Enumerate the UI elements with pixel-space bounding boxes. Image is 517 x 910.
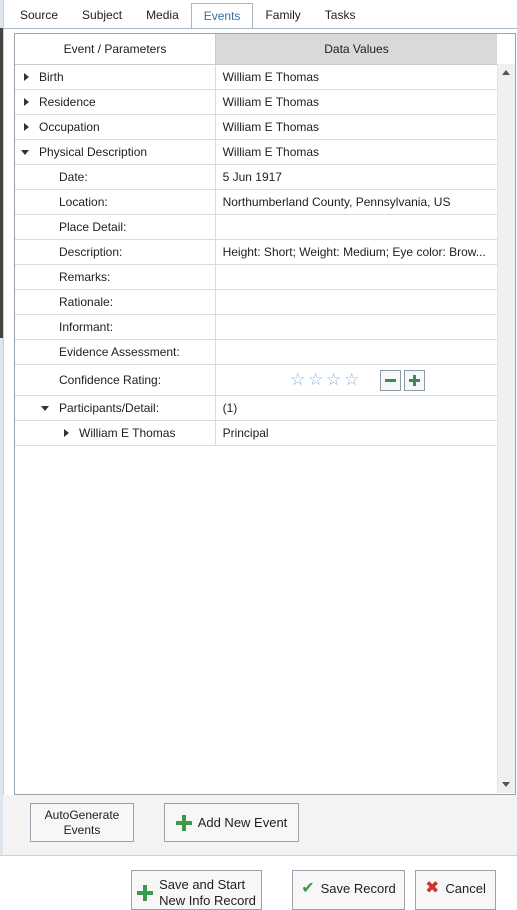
place-detail-value[interactable] (216, 215, 497, 239)
button-label: Cancel (445, 880, 486, 896)
autogenerate-events-button[interactable] (30, 803, 134, 842)
table-row[interactable] (15, 315, 497, 340)
plus-icon (409, 375, 420, 386)
expand-arrow-icon[interactable] (21, 122, 31, 132)
button-label: Events (63, 822, 101, 837)
tab-media[interactable]: Media (146, 8, 179, 22)
participant-role-value[interactable]: Principal (222, 426, 269, 440)
collapse-arrow-icon[interactable] (20, 147, 30, 157)
close-icon: ✖ (425, 878, 440, 897)
button-label: Save and Start (159, 877, 246, 892)
button-label: Save Record (320, 880, 396, 896)
window-left-edge-shadow (0, 28, 3, 338)
table-row[interactable] (15, 290, 497, 315)
scroll-down-icon[interactable] (502, 782, 510, 787)
cancel-button[interactable] (415, 870, 496, 910)
tab-strip (8, 4, 367, 28)
expand-arrow-icon[interactable] (21, 72, 31, 82)
table-row[interactable] (15, 340, 497, 365)
table-row[interactable] (15, 140, 497, 165)
row-label: Informant: (59, 320, 114, 334)
row-value[interactable]: William E Thomas (222, 70, 320, 84)
minus-icon (385, 379, 396, 382)
table-row[interactable] (15, 265, 497, 290)
location-value[interactable]: Northumberland County, Pennsylvania, US (222, 195, 451, 209)
table-row[interactable] (15, 421, 497, 446)
expand-arrow-icon[interactable] (21, 97, 31, 107)
row-value[interactable]: William E Thomas (222, 95, 320, 109)
vertical-scrollbar[interactable] (497, 64, 515, 793)
plus-icon (176, 815, 192, 831)
column-header-event[interactable]: Event / Parameters (15, 34, 216, 64)
row-label: Rationale: (59, 295, 114, 309)
table-row[interactable] (15, 215, 497, 240)
divider (0, 855, 517, 856)
star-3-icon[interactable]: ☆ (325, 370, 342, 389)
row-label: Birth (39, 70, 64, 84)
star-1-icon[interactable]: ☆ (289, 370, 306, 389)
rationale-value[interactable] (216, 290, 497, 314)
tab-divider (3, 28, 517, 29)
table-row[interactable] (15, 165, 497, 190)
participants-count[interactable]: (1) (222, 401, 238, 415)
row-label: Remarks: (59, 270, 111, 284)
tab-source[interactable]: Source (20, 8, 59, 22)
tab-family[interactable]: Family (265, 8, 301, 22)
tab-subject[interactable]: Subject (82, 8, 123, 22)
row-label: Residence (39, 95, 96, 109)
table-row[interactable] (15, 190, 497, 215)
table-row[interactable] (15, 396, 497, 421)
row-label: Date: (59, 170, 88, 184)
scroll-up-icon[interactable] (502, 70, 510, 75)
grid-rows (15, 65, 497, 446)
star-4-icon[interactable]: ☆ (343, 370, 360, 389)
row-label: Physical Description (39, 145, 148, 159)
tab-events[interactable]: Events (191, 3, 254, 29)
expand-arrow-icon[interactable] (61, 428, 71, 438)
row-label: Description: (59, 245, 123, 259)
row-label: Place Detail: (59, 220, 127, 234)
collapse-arrow-icon[interactable] (40, 403, 50, 413)
informant-value[interactable] (216, 315, 497, 339)
events-grid (14, 33, 516, 795)
button-label: AutoGenerate (44, 807, 120, 822)
grid-header (15, 34, 497, 65)
table-row[interactable] (15, 115, 497, 140)
row-label: Occupation (39, 120, 100, 134)
date-value[interactable]: 5 Jun 1917 (222, 170, 282, 184)
column-header-values[interactable]: Data Values (216, 34, 497, 64)
decrease-rating-button[interactable] (380, 370, 401, 391)
increase-rating-button[interactable] (404, 370, 425, 391)
table-row[interactable] (15, 365, 497, 396)
table-row[interactable] (15, 90, 497, 115)
save-record-button[interactable] (292, 870, 405, 910)
remarks-value[interactable] (216, 265, 497, 289)
row-label: Evidence Assessment: (59, 345, 180, 359)
confidence-rating-value (216, 365, 497, 395)
row-value[interactable]: William E Thomas (222, 145, 320, 159)
confidence-stars[interactable] (289, 370, 361, 390)
checkmark-icon: ✔ (301, 880, 315, 897)
description-value[interactable]: Height: Short; Weight: Medium; Eye color: Brow... (222, 245, 486, 259)
row-label: Participants/Detail: (59, 401, 160, 415)
star-2-icon[interactable]: ☆ (307, 370, 324, 389)
row-value[interactable]: William E Thomas (222, 120, 320, 134)
row-label: William E Thomas (79, 426, 176, 440)
button-label: New Info Record (159, 893, 256, 908)
row-label: Location: (59, 195, 108, 209)
evidence-assessment-value[interactable] (216, 340, 497, 364)
save-and-start-new-button[interactable] (131, 870, 262, 910)
row-label: Confidence Rating: (59, 373, 162, 387)
add-new-event-button[interactable] (164, 803, 299, 842)
button-label: Add New Event (197, 815, 288, 830)
plus-icon (137, 885, 153, 901)
tab-tasks[interactable]: Tasks (324, 8, 356, 22)
table-row[interactable] (15, 65, 497, 90)
table-row[interactable] (15, 240, 497, 265)
